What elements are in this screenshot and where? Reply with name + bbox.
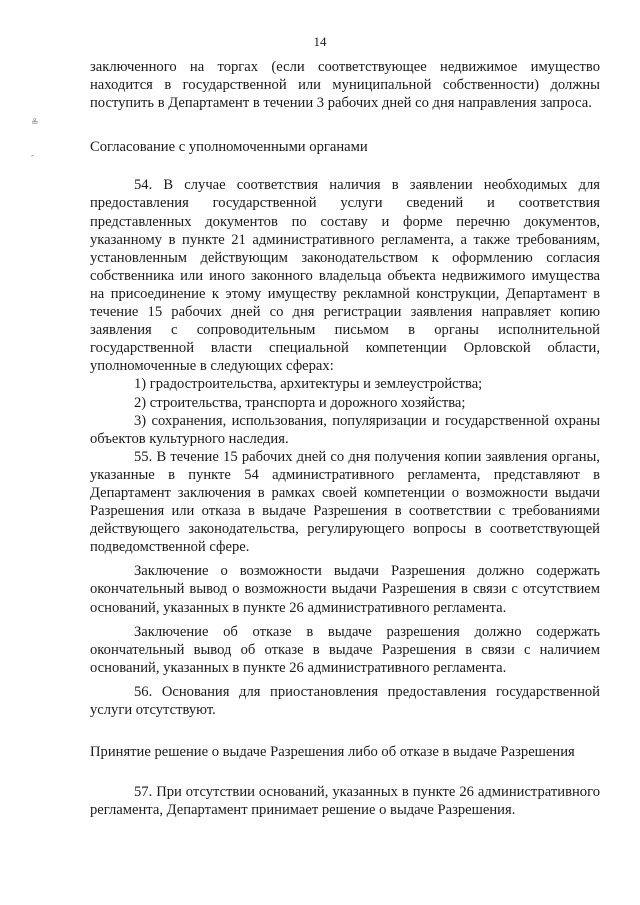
paragraph-56: 56. Основания для приостановления предоставления государственной услуги отсутствуют. <box>90 683 600 718</box>
paragraph-continued: заключенного на торгах (если соответствующее недвижимое имущество находится в государственной или муниципальной собственности) должны поступить в Департамент в течении 3 рабочих дней со дня направления запроса. <box>90 59 600 112</box>
list-item: 1) градостроительства, архитектуры и землеустройства; <box>134 376 483 393</box>
margin-mark: ≗ <box>31 117 39 127</box>
list-item: 2) строительства, транспорта и дорожного хозяйства; <box>134 394 466 411</box>
document-body <box>90 58 600 819</box>
list-item: 3) сохранения, использования, популяризации и государственной охраны объектов культурного наследия. <box>90 412 600 447</box>
paragraph-55: 55. В течение 15 рабочих дней со дня получения копии заявления органы, указанные в пункте 54 административного регламента, представляют в Департамент заключения в рамках своей компетенции о возможности выдачи Разрешения или отказа в выдаче Разрешения в соответствии с требованиями действующего законодательства, регулирующего вопросы в соответствующей подведомственной сфере. <box>90 448 600 556</box>
page-number: 14 <box>313 34 327 49</box>
section-heading-agreement: Согласование с уполномоченными органами <box>90 139 368 156</box>
paragraph-conclusion-negative: Заключение об отказе в выдаче разрешения должно содержать окончательный вывод об отказе в выдаче Разрешения в связи с наличием оснований, указанных в пункте 26 административного регламента. <box>90 623 600 676</box>
paragraph-57: 57. При отсутствии оснований, указанных в пункте 26 административного регламента, Департамент принимает решение о выдаче Разрешения. <box>90 784 600 819</box>
paragraph-54: 54. В случае соответствия наличия в заявлении необходимых для предоставления государственной услуги сведений и соответствия представленных документов по составу и форме перечню документов, указанному в пункте 21 административного регламента, а также требованиям, установленным действующим законодательством к оформлению согласия собственника или иного законного владельца объекта недвижимого имущества на присоединение к этому имуществу рекламной конструкции, Департамент в течение 15 рабочих дней со дня регистрации заявления направляет копию заявления с сопроводительным письмом в органы исполнительной государственной власти специальной компетенции Орловской области, уполномоченные в следующих сферах: <box>90 177 600 375</box>
margin-mark: - <box>31 150 34 160</box>
section-heading-decision: Принятие решение о выдаче Разрешения либо об отказе в выдаче Разрешения <box>90 744 575 761</box>
paragraph-conclusion-positive: Заключение о возможности выдачи Разрешения должно содержать окончательный вывод о возможности выдачи Разрешения в связи с отсутствием оснований, указанных в пункте 26 административного регламента. <box>90 563 600 616</box>
